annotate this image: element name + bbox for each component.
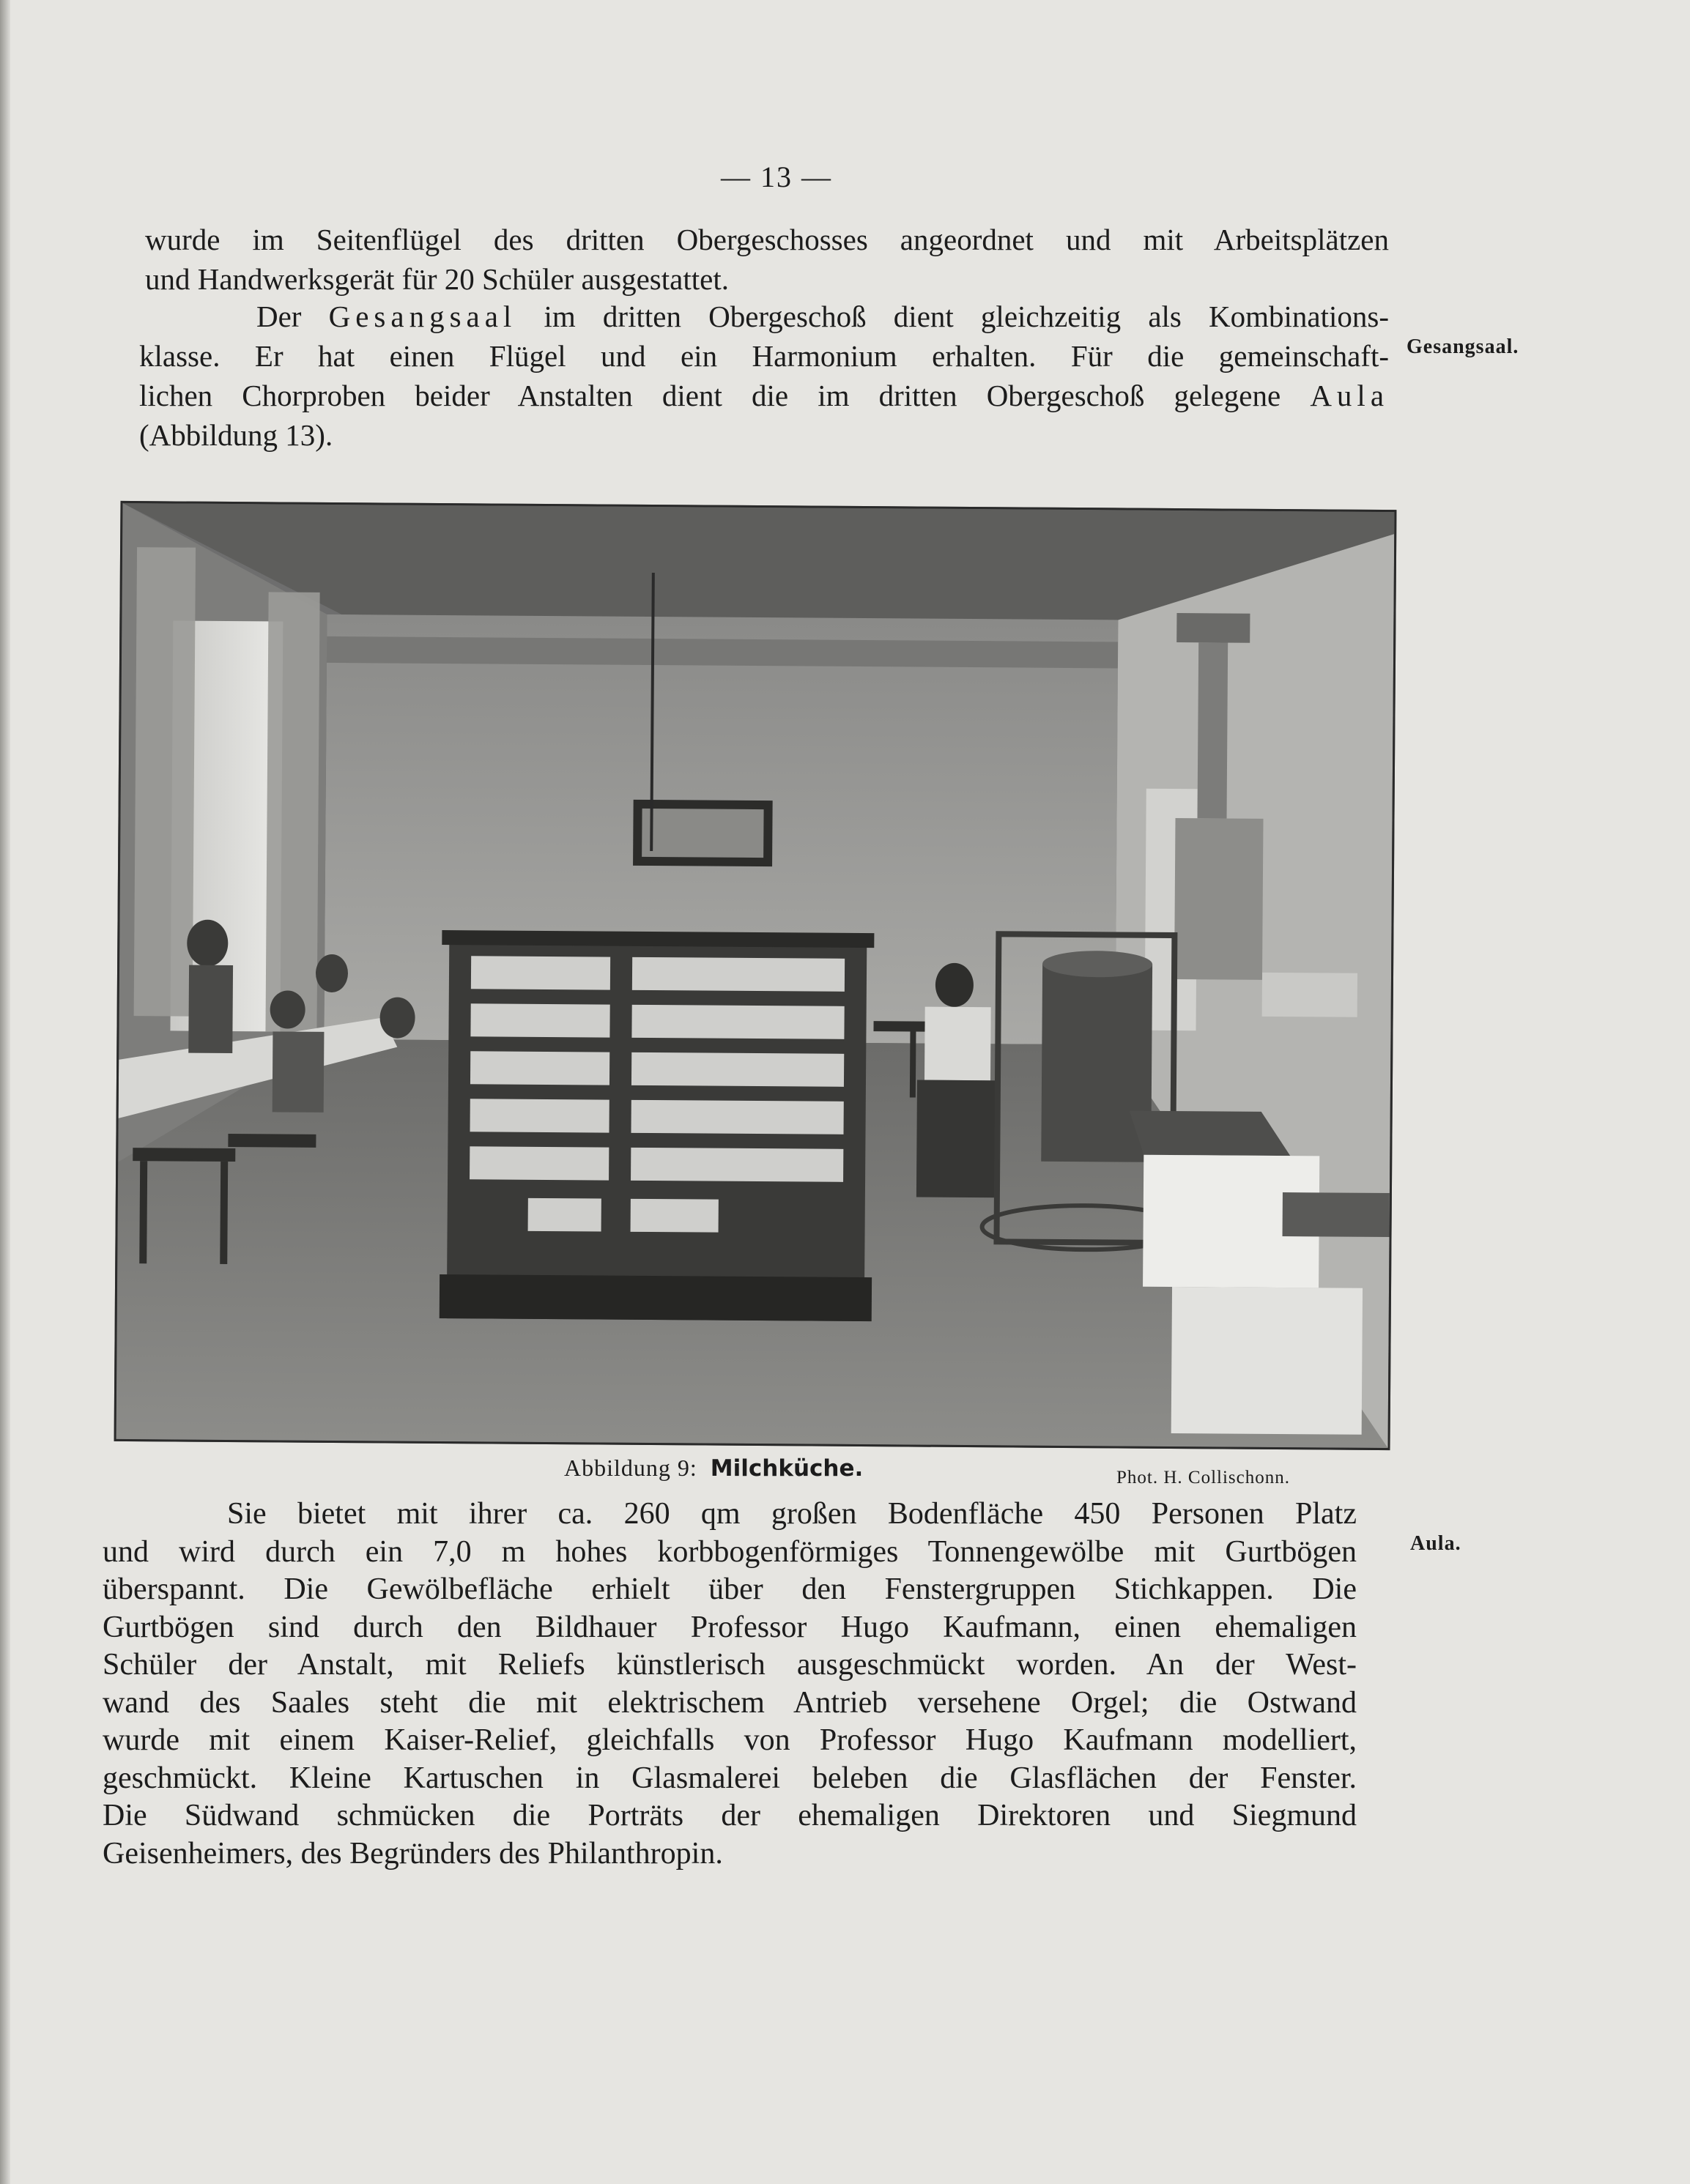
emphasized-term: Aula: [1310, 379, 1390, 412]
paragraph-line: Die Südwand schmücken die Porträts der ehemaligen Direktoren und Siegmund: [103, 1799, 1357, 1832]
paragraph-line: und wird durch ein 7,0 m hohes korbbogenförmiges Tonnengewölbe mit Gurtbögen: [103, 1534, 1357, 1569]
paragraph-line: [139, 297, 1389, 336]
text-run: lichen Chorproben beider Anstalten dient die im dritten Obergeschoß gelegene: [139, 379, 1281, 412]
paragraph-aula: [103, 1496, 1357, 1873]
paragraph-line: Geisenheimers, des Begründers des Philanthropin.: [103, 1836, 723, 1871]
paragraph-line: klasse. Er hat einen Flügel und ein Harmonium erhalten. Für die gemeinschaft-: [139, 339, 1389, 373]
paragraph-line: und Handwerksgerät für 20 Schüler ausgestattet.: [145, 262, 729, 296]
emphasized-term: Gesangsaal: [328, 300, 517, 333]
text-run: Der: [256, 300, 302, 333]
figure-photograph: [114, 501, 1397, 1450]
paragraph-line: Sie bietet mit ihrer ca. 260 qm großen Bodenfläche 450 Personen Platz: [227, 1497, 1357, 1531]
paragraph-line: überspannt. Die Gewölbefläche erhielt über den Fenstergruppen Stichkappen. Die: [103, 1572, 1357, 1606]
page-number: — 13 —: [721, 160, 832, 193]
margin-note-aula: Aula.: [1410, 1532, 1461, 1555]
margin-note-gesangsaal: Gesangsaal.: [1407, 335, 1519, 358]
paragraph-line: Schüler der Anstalt, mit Reliefs künstlerisch ausgeschmückt worden. An der West-: [103, 1648, 1357, 1682]
page-edge: [0, 0, 10, 2184]
paragraph-gesangsaal: [139, 297, 1389, 455]
paragraph-line: wand des Saales steht die mit elektrischem Antrieb versehene Orgel; die Ostwand: [103, 1685, 1357, 1720]
paragraph-line: [139, 376, 1389, 415]
figure-label: Abbildung 9:: [564, 1455, 697, 1481]
text-run: im dritten Obergeschoß dient gleichzeitig als Kombinations-: [544, 300, 1390, 333]
paragraph-line: geschmückt. Kleine Kartuschen in Glasmalerei beleben die Glasflächen der Fenster.: [103, 1761, 1357, 1795]
figure-title: Milchküche.: [710, 1455, 864, 1482]
figure-caption: [564, 1455, 863, 1482]
paragraph-line: Gurtbögen sind durch den Bildhauer Professor Hugo Kaufmann, einen ehemaligen: [103, 1610, 1357, 1644]
paragraph-top: [145, 220, 1389, 299]
paragraph-line: wurde im Seitenflügel des dritten Obergeschosses angeordnet und mit Arbeitsplätzen: [145, 223, 1389, 256]
milk-kitchen-illustration: [116, 503, 1395, 1448]
paragraph-line: wurde mit einem Kaiser-Relief, gleichfalls von Professor Hugo Kaufmann modelliert,: [103, 1723, 1357, 1757]
photo-credit: Phot. H. Collischonn.: [1116, 1468, 1290, 1487]
paragraph-line: (Abbildung 13).: [139, 418, 333, 452]
